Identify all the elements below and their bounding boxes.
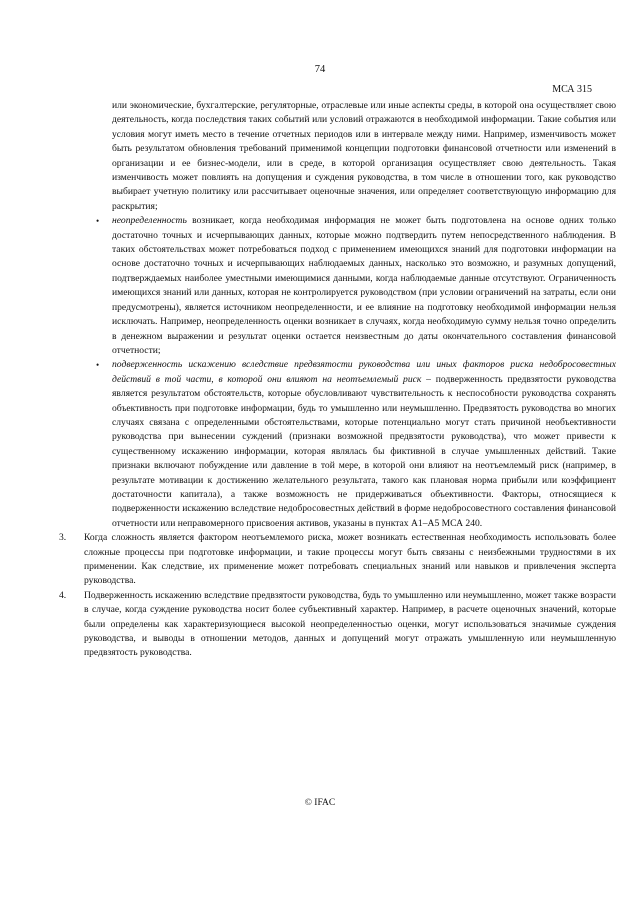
paragraph-text: Подверженность искажению вследствие предвзятости руководства, будь то умышленно или неумышленно, может также возрасти в случае, когда суждение руководства носит более субъективный характер. Например, в расчете оценочных значений, которые были определены как характеризующиеся высокой неопределенностью оценки, могут использоваться значимые суждения руководства, и выводы в отношении методов, данных и допущений могут отражать умышленную или неумышленную предвзятость руководства. <box>84 589 616 659</box>
bullet-text: – подверженность предвзятости руководства является результатом обстоятельств, которые обусловливают чувствительность к неспособности руководства сохранять объективность при подготовке информации, будь то умышленно или неумышленно. Предвзятость руководства во многих случаях связана с определенными обстоятельствами, которые потенциально могут стать причиной необъективности руководства при вынесении суждений (признаки возможной предвзятости руководства), что может привести к существенному искажению информации, которая являлась бы фиктивной в случае умышленных действий. Такие признаки включают побуждение или давление в той мере, в которой они влияют на неотъемлемый риск (например, в результате мотивации к достижению желательного результата, такого как плановая норма прибыли или коэффициент достаточности капитала), а также возможность не придерживаться объективности. Факторы, относящиеся к подверженности искажению вследствие недобросовестных действий в форме недобросовестного составления финансовой отчетности или неправомерного присвоения активов, указаны в пунктах А1–А5 МСА 240. <box>112 373 616 529</box>
copyright-footer: © IFAC <box>304 798 336 808</box>
document-body <box>59 99 616 661</box>
bullet-marker: • <box>96 360 100 371</box>
paragraph-text: Когда сложность является фактором неотъемлемого риска, может возникать естественная необходимость использовать более сложные процессы при подготовке информации, и такие процессы могут быть связаны с неизбежными трудностями в их применении. Как следствие, их применение может потребовать специальных знаний или навыков и привлечения эксперта руководства. <box>84 532 616 587</box>
numbered-paragraph-4 <box>59 589 616 661</box>
page-number: 74 <box>314 64 326 75</box>
bullet-item-uncertainty <box>84 214 616 358</box>
paragraph-number: 4. <box>59 589 67 601</box>
standard-code: МСА 315 <box>552 84 592 95</box>
continued-paragraph: или экономические, бухгалтерские, регуляторные, отраслевые или иные аспекты среды, в которой она осуществляет свою деятельность, когда последствия таких событий или условий отражаются в необходимой информации. Такие события или условия могут иметь место в течение отчетных периодов или в интервале между ними. Например, изменчивость может быть результатом обновления требований применимой концепции подготовки финансовой отчетности или изменений в организации и ее бизнес-модели, или в среде, в которой организация осуществляет свою деятельность. Такая изменчивость может повлиять на допущения и суждения руководства, в том числе в отношении того, как руководство выбирает учетную политику или рассчитывает оценочные значения, или определяет соответствующую информацию для раскрытия; <box>112 100 616 212</box>
bullet-term: подверженность искажению вследствие предвзятости руководства или иных факторов риска недобросовестных действий в той части, в которой они влияют на неотъемлемый риск <box>112 359 616 385</box>
bullet-marker: • <box>96 216 100 227</box>
bullet-term: неопределенность <box>112 215 187 227</box>
bullet-text: возникает, когда необходимая информация не может быть подготовлена на основе одних только достаточно точных и исчерпывающих данных, которые можно подтвердить путем непосредственного наблюдения. В таких обстоятельствах может потребоваться подход с применением имеющихся знаний для подготовки информации на основе достаточно точных и исчерпывающих наблюдаемых данных, насколько это возможно, и разумных допущений, подтверждаемых наиболее уместными имеющимися данными, когда наблюдаемые данные отсутствуют. Ограниченность имеющихся знаний или данных, которая не контролируется руководством (при условии ограничений на затраты, если они предусмотрены), является источником неопределенности, и ее влияние на подготовку необходимой информации нельзя исключать. Например, неопределенность оценки возникает в случаях, когда необходимую сумму нельзя точно определить в денежном выражении и результат оценки остается неизвестным до даты окончательного составления финансовой отчетности; <box>112 215 616 356</box>
paragraph-number: 3. <box>59 532 67 544</box>
numbered-paragraph-3 <box>59 531 616 589</box>
bullet-item-management-bias <box>84 358 616 531</box>
